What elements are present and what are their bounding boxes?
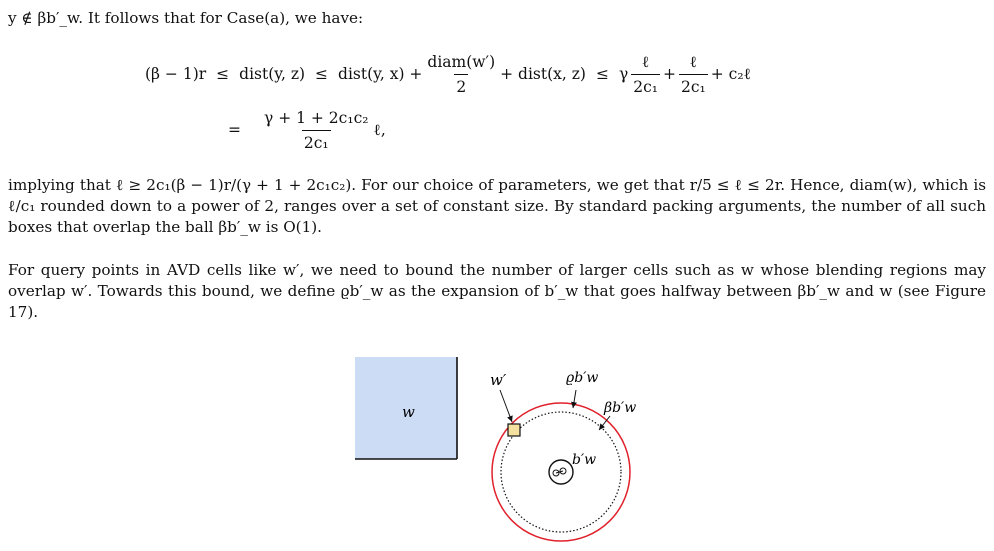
paragraph-implying-text: implying that ℓ ≥ 2c₁(β − 1)r/(γ + 1 + 2c₁c₂). For our choice of parameters, we get that r/5 ≤ ℓ ≤ 2r. Hence, diam(w), which is ℓ/c₁ rounded down to a power of 2, ranges over a set of constant size. By standard packing arguments, the number of all such boxes that overlap the ball βb′_w is O(1). xyxy=(8,176,986,236)
eq-term-1: dist(y, z) xyxy=(239,65,306,83)
paragraph-query-points-text: For query points in AVD cells like w′, we need to bound the number of larger cells such as w whose blending regions may overlap w′. Towards this bound, we define ϱb′_w as the expansion of b′_w that goes halfway between βb′_w and w (see Figure 17). xyxy=(8,261,986,321)
eq-term-3: + dist(x, z) xyxy=(500,65,586,83)
box-w-prime xyxy=(508,424,520,436)
eq-plus: + xyxy=(663,65,676,83)
eq-frac-final-num: γ + 1 + 2c₁c₂ xyxy=(264,108,369,127)
eq-frac-ell-2-den: 2c₁ xyxy=(679,74,708,97)
eq-rel-3: ≤ xyxy=(595,65,609,83)
eq-gamma: γ xyxy=(618,65,629,83)
label-w-prime: w′ xyxy=(490,371,507,389)
figure-17 xyxy=(340,350,660,550)
eq-frac-final xyxy=(262,108,370,153)
eq-frac-ell-1-num: ℓ xyxy=(641,52,650,71)
eq-rel-2: ≤ xyxy=(315,65,329,83)
eq-frac-ell-2 xyxy=(679,52,708,97)
eq-frac-ell-1-den: 2c₁ xyxy=(631,74,660,97)
eq-frac-diam xyxy=(425,52,497,97)
label-w: w xyxy=(402,403,415,421)
eq-rel-1: ≤ xyxy=(216,65,230,83)
eq-frac-ell-2-num: ℓ xyxy=(689,52,698,71)
paragraph-query-points xyxy=(8,260,986,323)
eq-term-2: dist(y, x) + xyxy=(338,65,423,83)
arrow-w-prime xyxy=(500,390,512,422)
eq-frac-ell-1 xyxy=(631,52,660,97)
equation-row-2 xyxy=(228,102,386,158)
paragraph-implying xyxy=(8,175,986,238)
intro-text: y ∉ βb′_w. It follows that for Case(a), we have: xyxy=(8,9,364,27)
equation-row-1 xyxy=(145,44,751,104)
inner-segment xyxy=(556,471,563,473)
eq-frac-final-den: 2c₁ xyxy=(302,130,331,153)
label-rho-b: ϱb′w xyxy=(566,370,599,386)
eq-frac-diam-den: 2 xyxy=(454,74,468,97)
eq-term-5: ℓ, xyxy=(373,120,386,139)
eq-frac-diam-num: diam(w′) xyxy=(427,52,496,71)
label-b-w: b′w xyxy=(572,452,597,468)
eq-rel-4: = xyxy=(228,121,241,139)
eq-term-4: + c₂ℓ xyxy=(710,64,751,83)
label-beta-b: βb′w xyxy=(604,400,637,416)
intro-line xyxy=(8,8,986,29)
eq-lhs: (β − 1)r xyxy=(145,65,207,83)
